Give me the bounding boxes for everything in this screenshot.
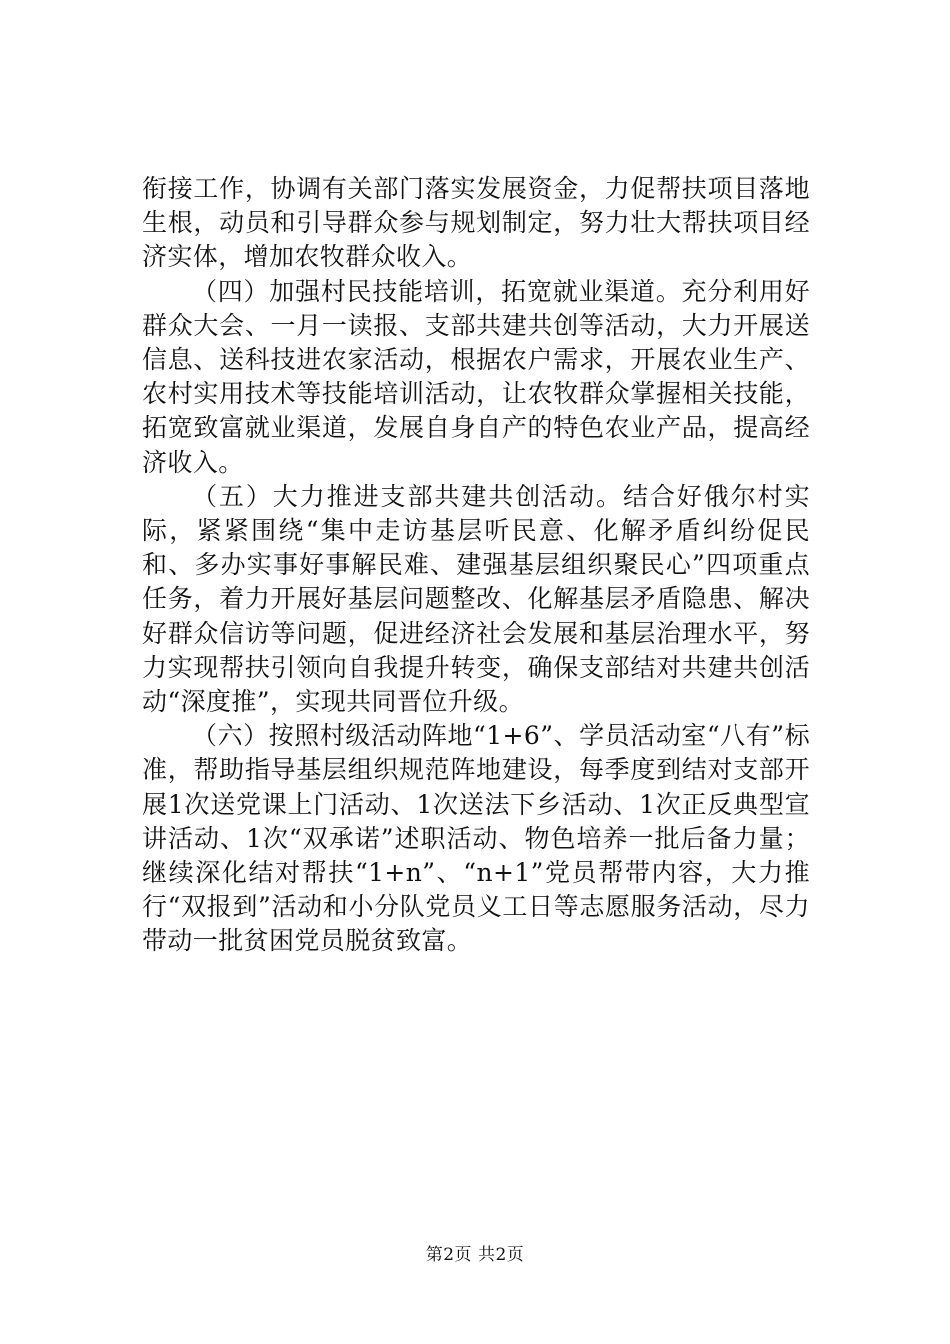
paragraph-section-6: （六）按照村级活动阵地“1+6”、学员活动室“八有”标准，帮助指导基层组织规范阵地建设，每季度到结对支部开展1次送党课上门活动、1次送法下乡活动、1次正反典型宣讲活动、1次“双承诺”述职活动、物色培养一批后备力量；继续深化结对帮扶“1+n”、“n+1”党员帮带内容，大力推行“双报到”活动和小分队党员义工日等志愿服务活动，尽力带动一批贫困党员脱贫致富。: [142, 721, 810, 956]
document-body: [142, 172, 810, 959]
paragraph-section-4: （四）加强村民技能培训，拓宽就业渠道。充分利用好群众大会、一月一读报、支部共建共创等活动，大力开展送信息、送科技进农家活动，根据农户需求，开展农业生产、农村实用技术等技能培训活动，让农牧群众掌握相关技能，拓宽致富就业渠道，发展自身自产的特色农业产品，提高经济收入。: [142, 276, 810, 477]
paragraph-section-5: （五）大力推进支部共建共创活动。结合好俄尔村实际，紧紧围绕“集中走访基层听民意、化解矛盾纠纷促民和、多办实事好事解民难、建强基层组织聚民心”四项重点任务，着力开展好基层问题整改、化解基层矛盾隐患、解决好群众信访等问题，促进经济社会发展和基层治理水平，努力实现帮扶引领向自我提升转变，确保支部结对共建共创活动“深度推”，实现共同晋位升级。: [142, 481, 810, 717]
paragraph-continuation: 衔接工作，协调有关部门落实发展资金，力促帮扶项目落地生根，动员和引导群众参与规划制定，努力壮大帮扶项目经济实体，增加农牧群众收入。: [142, 174, 810, 272]
page-number-footer: 第2页 共2页: [425, 1245, 525, 1265]
